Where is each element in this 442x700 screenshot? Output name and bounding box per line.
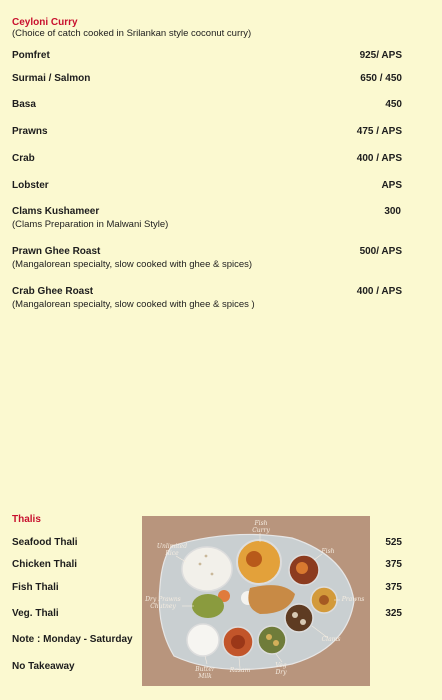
- menu-item-price: 400 / APS: [356, 153, 402, 164]
- label-fish: Fish: [321, 548, 335, 555]
- thali-note-takeaway: No Takeaway: [12, 661, 75, 672]
- menu-item-desc: (Clams Preparation in Malwani Style): [12, 219, 169, 230]
- thali-image: [142, 516, 370, 686]
- menu-item-name: Prawns: [12, 126, 48, 137]
- label-dry-prawns-chutney: Dry Prawns Chutney: [145, 596, 181, 610]
- menu-item-name: Crab Ghee Roast: [12, 286, 94, 297]
- thali-item-name: Fish Thali: [12, 582, 59, 593]
- thali-item-name: Chicken Thali: [12, 559, 78, 570]
- thali-item-price: 325: [385, 608, 402, 619]
- menu-item-name: Basa: [12, 99, 36, 110]
- menu-item-name: Surmai / Salmon: [12, 73, 91, 84]
- menu-item-name: Crab: [12, 153, 35, 164]
- menu-item-price: 300: [384, 206, 401, 217]
- thali-item-name: Veg. Thali: [12, 608, 59, 619]
- menu-item-desc: (Mangalorean specialty, slow cooked with ghee & spices): [12, 259, 253, 270]
- menu-item-name: Pomfret: [12, 50, 50, 61]
- label-fish-curry: Fish Curry: [252, 520, 270, 534]
- label-clams: Clams: [321, 636, 341, 643]
- menu-item-price: 475 / APS: [356, 126, 402, 137]
- menu-item-price: 925/ APS: [359, 50, 402, 61]
- menu-item-price: APS: [381, 180, 402, 191]
- menu-item-price: 650 / 450: [360, 73, 402, 84]
- thali-note-days: Note : Monday - Saturday: [12, 634, 133, 645]
- label-veg-dry: Veg Dry: [275, 662, 287, 676]
- thali-item-price: 525: [385, 537, 402, 548]
- menu-item-desc: (Mangalorean specialty, slow cooked with ghee & spices ): [12, 299, 255, 310]
- thali-item-name: Seafood Thali: [12, 537, 78, 548]
- menu-item-name: Clams Kushameer: [12, 206, 100, 217]
- menu-item-name: Lobster: [12, 180, 49, 191]
- menu-item-price: 400 / APS: [356, 286, 402, 297]
- label-butter-milk: Butter Milk: [195, 666, 215, 680]
- thali-item-price: 375: [385, 582, 402, 593]
- menu-item-price: 450: [385, 99, 402, 110]
- thali-item-price: 375: [385, 559, 402, 570]
- section-title-thalis: Thalis: [12, 514, 41, 525]
- section-title-ceyloni: Ceyloni Curry: [12, 17, 78, 28]
- section-subtitle-ceyloni: (Choice of catch cooked in Srilankan style coconut curry): [12, 28, 252, 39]
- label-prawns: Prawns: [341, 596, 365, 603]
- menu-item-price: 500/ APS: [359, 246, 402, 257]
- menu-item-name: Prawn Ghee Roast: [12, 246, 101, 257]
- label-rasam: Rasam: [229, 667, 251, 674]
- label-unlimited-rice: Unlimited Rice: [156, 543, 188, 557]
